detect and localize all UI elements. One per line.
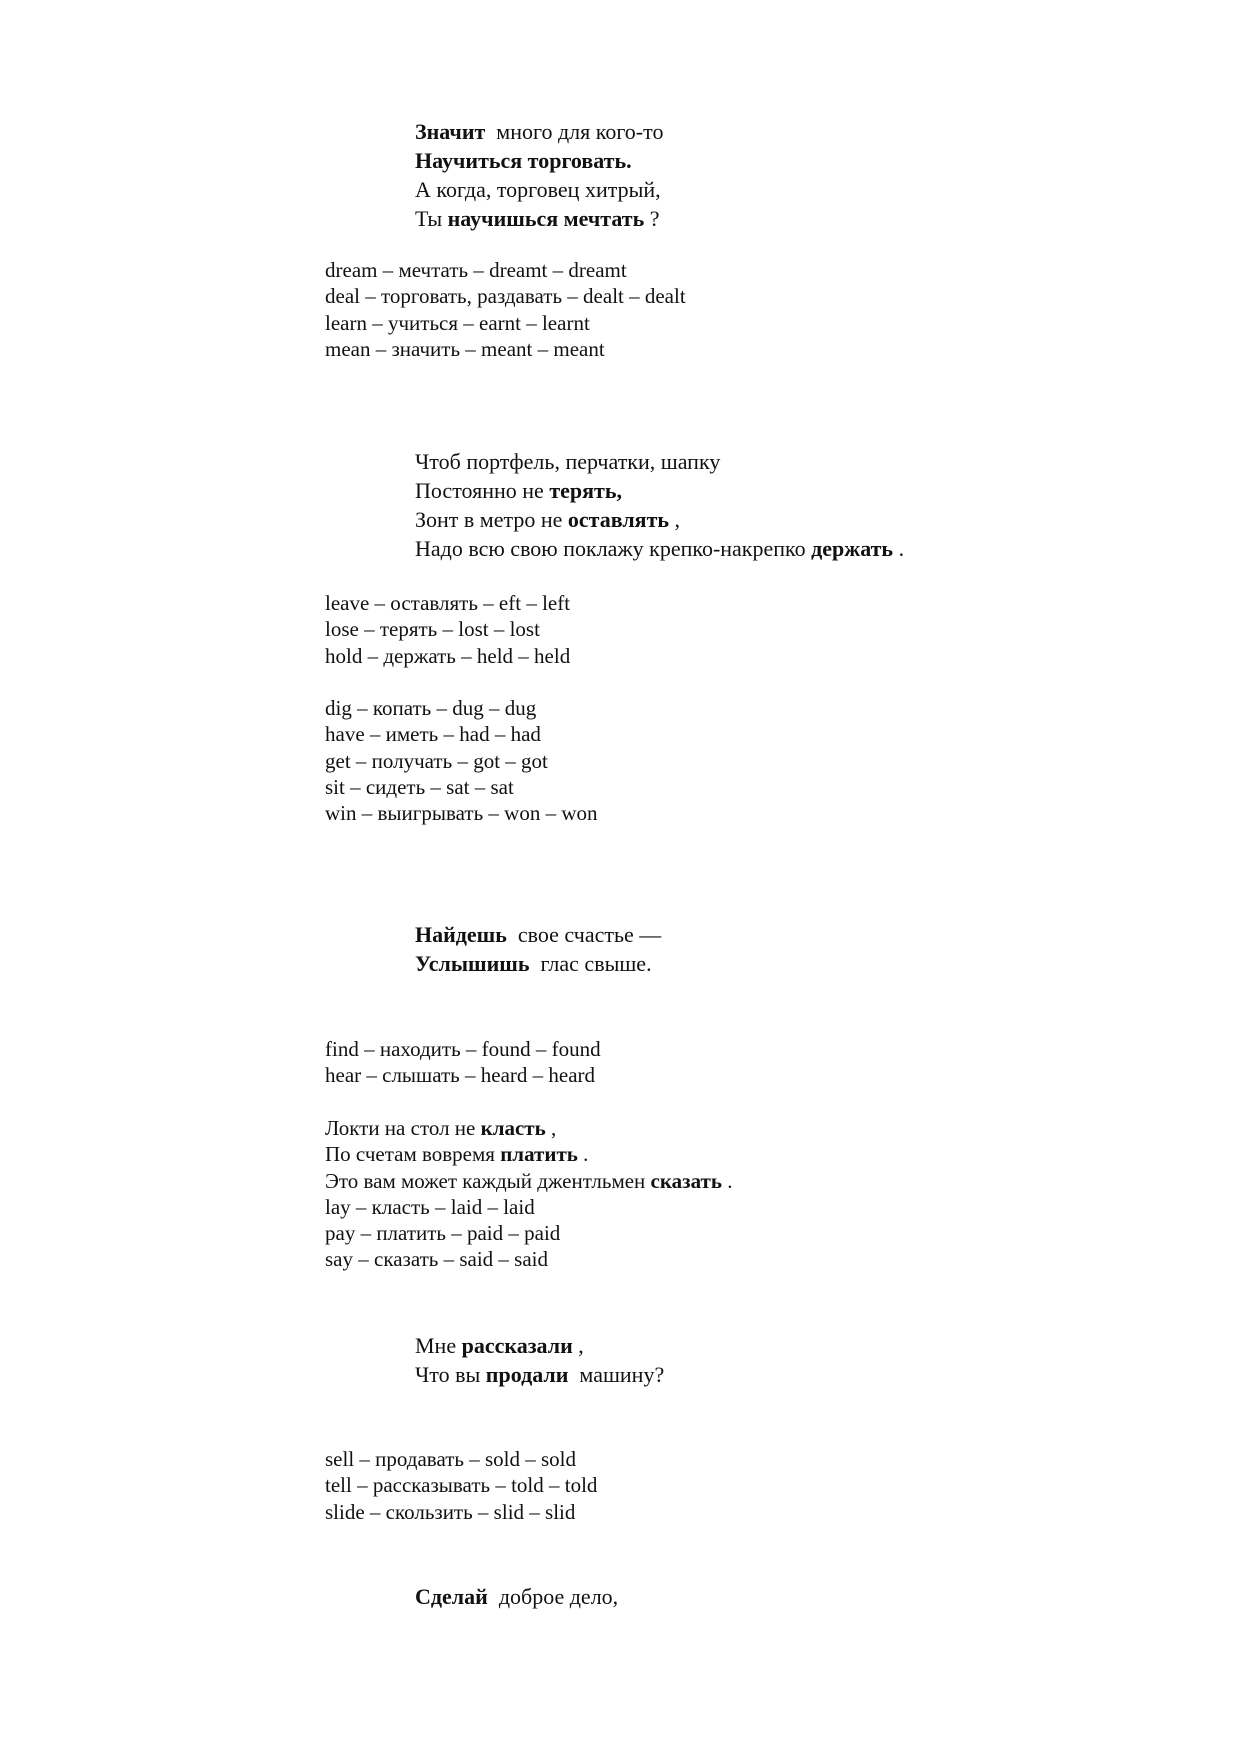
verse-text: Зонт в метро не bbox=[415, 507, 568, 532]
vocab-sell-tell-slide bbox=[325, 1446, 597, 1525]
verse-text: , bbox=[669, 507, 681, 532]
verse-leave-lose-hold bbox=[415, 447, 904, 563]
verse-line bbox=[415, 204, 663, 233]
vocab-line: leave – оставлять – eft – left bbox=[325, 591, 571, 615]
verse-line bbox=[415, 117, 663, 146]
verse-text: , bbox=[545, 1116, 557, 1140]
bold-word: Научиться торговать. bbox=[415, 148, 632, 173]
verse-text: А когда, торговец хитрый, bbox=[415, 177, 661, 202]
bold-word: Сделай bbox=[415, 1584, 488, 1609]
vocab-line: get – получать – got – got bbox=[325, 748, 548, 773]
vocab-line: dig – копать – dug – dug bbox=[325, 696, 537, 720]
vocab-line: dream – мечтать – dreamt – dreamt bbox=[325, 258, 627, 282]
verse-line bbox=[415, 146, 663, 175]
vocab-line: deal – торговать, раздавать – dealt – dealt bbox=[325, 284, 686, 309]
verse-line bbox=[415, 476, 904, 505]
vocab-dig-have-get-sit-win bbox=[325, 695, 598, 826]
verse-line bbox=[325, 1168, 732, 1194]
verse-text: Локти на стол не bbox=[325, 1116, 481, 1140]
vocab-line: mean – значить – meant – meant bbox=[325, 336, 605, 361]
vocab-leave-lose-hold bbox=[325, 590, 570, 669]
verse-line bbox=[415, 1360, 664, 1389]
verse-text: . bbox=[893, 536, 905, 561]
vocab-line: find – находить – found – found bbox=[325, 1037, 601, 1061]
verse-line bbox=[415, 1331, 664, 1360]
verse-text: pay – платить – paid – paid bbox=[325, 1221, 561, 1246]
bold-word: сказать bbox=[650, 1168, 722, 1193]
verse-text: lay – класть – laid – laid bbox=[325, 1194, 535, 1219]
vocab-dream-deal-learn-mean bbox=[325, 257, 686, 362]
verse-text: машину? bbox=[568, 1362, 665, 1387]
verse-line bbox=[325, 1220, 732, 1246]
vocab-line: tell – рассказывать – told – told bbox=[325, 1473, 598, 1498]
bold-word: продали bbox=[485, 1362, 569, 1387]
bold-word: Услышишь bbox=[415, 951, 530, 976]
verse-text: глас свыше. bbox=[529, 951, 652, 976]
verse-text: Что вы bbox=[415, 1362, 486, 1387]
bold-word: научишься мечтать bbox=[447, 206, 645, 231]
verse-find-hear bbox=[415, 920, 661, 978]
verse-text: . bbox=[577, 1142, 589, 1167]
verse-text: Ты bbox=[415, 206, 448, 231]
verse-line bbox=[415, 175, 663, 204]
verse-text: доброе дело, bbox=[487, 1584, 619, 1609]
verse-text: свое счастье — bbox=[506, 922, 662, 947]
vocab-line: lose – терять – lost – lost bbox=[325, 617, 540, 642]
bold-word: рассказали bbox=[461, 1333, 573, 1358]
verse-line bbox=[415, 920, 661, 949]
verse-line bbox=[325, 1141, 732, 1167]
verse-text: Постоянно не bbox=[415, 478, 550, 503]
verse-line bbox=[415, 1582, 618, 1611]
verse-tell-sell bbox=[415, 1331, 664, 1389]
verse-text: ? bbox=[644, 206, 660, 231]
verse-text: say – сказать – said – said bbox=[325, 1247, 549, 1272]
verse-text: По счетам вовремя bbox=[325, 1142, 501, 1167]
verse-text: Чтоб портфель, перчатки, шапку bbox=[415, 449, 721, 474]
vocab-line: win – выигрывать – won – won bbox=[325, 801, 598, 826]
verse-text: много для кого-то bbox=[485, 119, 664, 144]
verse-line bbox=[415, 949, 661, 978]
bold-word: Значит bbox=[415, 119, 486, 144]
verse-do-good bbox=[415, 1582, 618, 1611]
bold-word: класть bbox=[480, 1116, 546, 1140]
vocab-line: slide – скользить – slid – slid bbox=[325, 1499, 576, 1524]
bold-word: платить bbox=[500, 1142, 578, 1167]
verse-line bbox=[415, 447, 904, 476]
vocab-line: hold – держать – held – held bbox=[325, 643, 571, 668]
verse-line bbox=[325, 1115, 732, 1141]
verse-text: Надо всю свою поклажу крепко-накрепко bbox=[415, 536, 812, 561]
bold-word: оставлять bbox=[567, 507, 670, 532]
verse-lay-pay-say bbox=[325, 1115, 732, 1273]
verse-line bbox=[325, 1246, 732, 1272]
vocab-find-hear bbox=[325, 1036, 601, 1089]
bold-word: держать bbox=[811, 536, 894, 561]
vocab-line: have – иметь – had – had bbox=[325, 722, 541, 747]
verse-text: . bbox=[721, 1168, 733, 1193]
verse-dream-deal bbox=[415, 117, 663, 233]
verse-text: Мне bbox=[415, 1333, 462, 1358]
vocab-line: learn – учиться – earnt – learnt bbox=[325, 310, 590, 335]
bold-word: терять, bbox=[549, 478, 622, 503]
vocab-line: hear – слышать – heard – heard bbox=[325, 1063, 596, 1088]
verse-text: Это вам может каждый джентльмен bbox=[325, 1168, 651, 1193]
vocab-line: sell – продавать – sold – sold bbox=[325, 1447, 576, 1471]
verse-text: , bbox=[572, 1333, 584, 1358]
verse-line bbox=[325, 1194, 732, 1220]
bold-word: Найдешь bbox=[415, 922, 507, 947]
verse-line bbox=[415, 534, 904, 563]
verse-line bbox=[415, 505, 904, 534]
vocab-line: sit – сидеть – sat – sat bbox=[325, 774, 514, 799]
